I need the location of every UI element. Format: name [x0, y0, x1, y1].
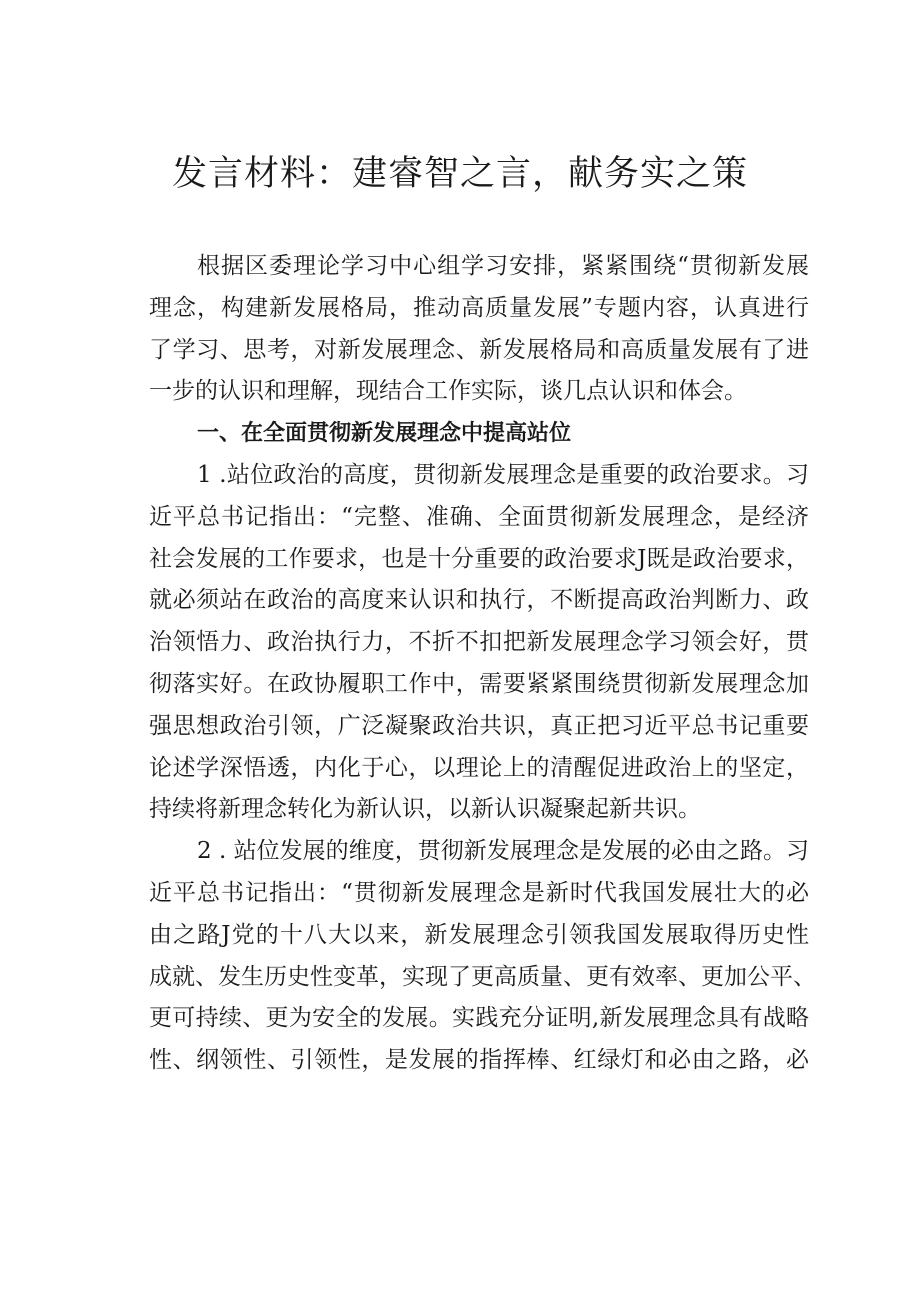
section-heading: 一、在全面贯彻新发展理念中提高站位 — [197, 421, 572, 447]
paragraph-point-2 — [149, 831, 816, 1082]
text-line: 2 . 站位发展的维度，贯彻新发展理念是发展的必由之路。习 — [197, 838, 809, 865]
paragraph-point-1 — [149, 455, 809, 831]
text-line: 根据区委理论学习中心组学习安排，紧紧围绕“贯彻新发展 — [197, 253, 809, 279]
text-line: 近平总书记指出：“贯彻新发展理念是新时代我国发展壮大的必 — [149, 879, 809, 906]
text-line: 理念，构建新发展格局，推动高质量发展”专题内容，认真进行 — [149, 294, 809, 321]
text-line: 成就、发生历史性变革，实现了更高质量、更有效率、更加公平、 — [149, 963, 816, 990]
text-line: 了学习、思考，对新发展理念、新发展格局和高质量发展有了进 — [149, 336, 809, 363]
text-line: 强思想政治引领，广泛凝聚政治共识，真正把习近平总书记重要 — [149, 712, 809, 739]
text-line: 性、纲领性、引领性，是发展的指挥棒、红绿灯和必由之路，必 — [149, 1047, 809, 1074]
text-line: 1 .站位政治的高度，贯彻新发展理念是重要的政治要求。习 — [197, 461, 809, 488]
text-line: 治领悟力、政治执行力，不折不扣把新发展理念学习领会好，贯 — [149, 629, 809, 656]
text-line: 就必须站在政治的高度来认识和执行，不断提高政治判断力、政 — [149, 587, 809, 614]
text-line: 近平总书记指出：“完整、准确、全面贯彻新发展理念，是经济 — [149, 503, 809, 530]
text-line: 论述学深悟透，内化于心，以理论上的清醒促进政治上的坚定， — [149, 754, 809, 781]
text-line: 一步的认识和理解，现结合工作实际，谈几点认识和体会。 — [149, 378, 747, 405]
text-line: 由之路J党的十八大以来，新发展理念引领我国发展取得历史性 — [149, 921, 809, 948]
text-line: 社会发展的工作要求，也是十分重要的政治要求J既是政治要求， — [149, 545, 809, 572]
paragraph-intro — [149, 246, 809, 413]
text-line: 彻落实好。在政协履职工作中，需要紧紧围绕贯彻新发展理念加 — [149, 670, 809, 697]
text-line: 持续将新理念转化为新认识，以新认识凝聚起新共识。 — [149, 796, 701, 823]
text-line: 更可持续、更为安全的发展。实践充分证明,新发展理念具有战略 — [149, 1005, 809, 1032]
document-body — [149, 246, 816, 1082]
document-title: 发言材料：建睿智之言，献务实之策 — [171, 154, 748, 194]
